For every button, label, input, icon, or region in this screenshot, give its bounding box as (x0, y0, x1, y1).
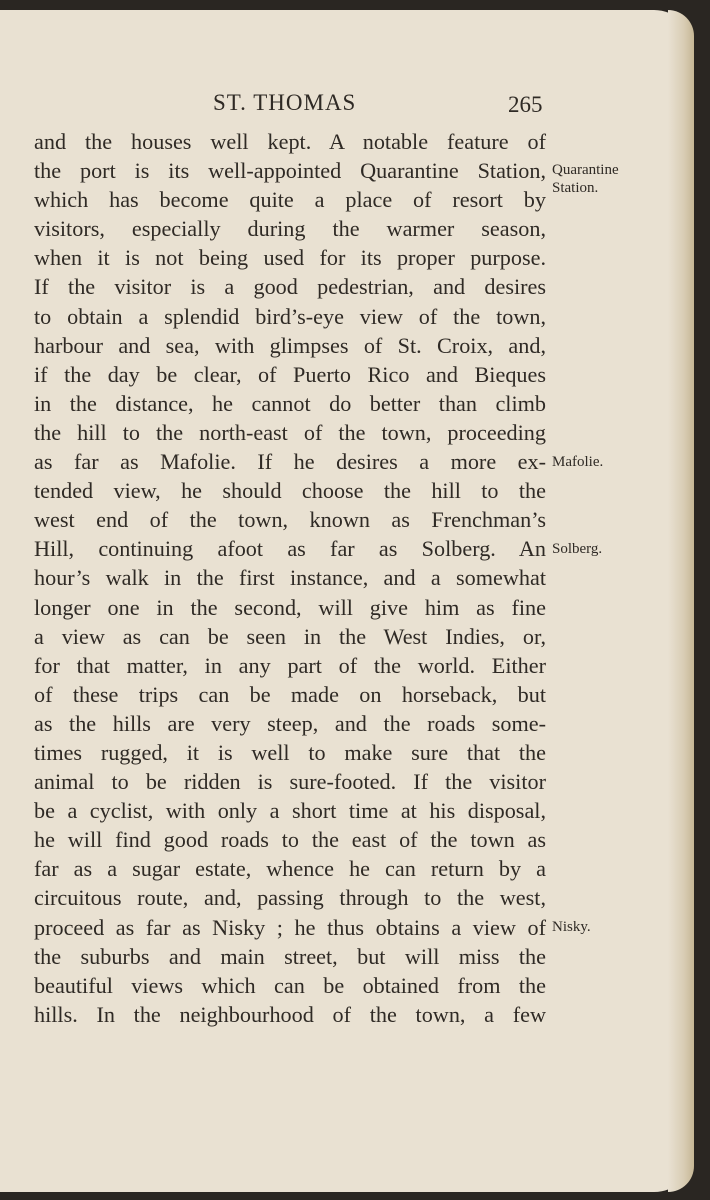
book-page (0, 10, 694, 1192)
text-line: visitors, especially during the warmer season, (34, 216, 546, 242)
text-line: a view as can be seen in the West Indies, or, (34, 623, 546, 649)
text-line: animal to be ridden is sure-footed. If the visitor (34, 769, 546, 795)
body-text (34, 127, 546, 1029)
text-line: tended view, he should choose the hill to the (34, 478, 546, 504)
text-line: as the hills are very steep, and the roads some- (34, 710, 546, 736)
page-number: 265 (508, 92, 543, 117)
text-line: times rugged, it is well to make sure that the (34, 739, 546, 765)
text-line: to obtain a splendid bird’s-eye view of the town, (34, 303, 546, 329)
text-line: harbour and sea, with glimpses of St. Croix, and, (34, 332, 546, 358)
text-line: circuitous route, and, passing through to the west, (34, 885, 546, 911)
text-line: hills. In the neighbourhood of the town, a few (34, 1001, 546, 1027)
text-line: as far as Mafolie. If he desires a more ex- (34, 449, 546, 475)
text-line: far as a sugar estate, whence he can return by a (34, 856, 546, 882)
text-line: the suburbs and main street, but will miss the (34, 943, 546, 969)
text-line: if the day be clear, of Puerto Rico and Bieques (34, 361, 546, 387)
margin-note-solberg: Solberg. (552, 541, 603, 557)
running-title: ST. THOMAS (213, 90, 357, 115)
text-line: be a cyclist, with only a short time at his disposal, (34, 798, 546, 824)
text-line: beautiful views which can be obtained from the (34, 972, 546, 998)
text-line: proceed as far as Nisky ; he thus obtains a view of (34, 914, 546, 940)
text-line: which has become quite a place of resort by (34, 187, 546, 213)
text-line: If the visitor is a good pedestrian, and desires (34, 274, 546, 300)
margin-note-mafolie: Mafolie. (552, 454, 604, 470)
text-line: when it is not being used for its proper purpose. (34, 245, 546, 271)
text-line: longer one in the second, will give him as fine (34, 594, 546, 620)
text-line: of these trips can be made on horseback, but (34, 681, 546, 707)
text-line: and the houses well kept. A notable feature of (34, 129, 546, 154)
text-line: the port is its well-appointed Quarantine Station, (34, 158, 546, 184)
margin-note-nisky: Nisky. (552, 919, 591, 935)
text-line: west end of the town, known as Frenchman’s (34, 507, 546, 533)
margin-note-station: Station. (552, 180, 599, 196)
margin-note-quarantine: Quarantine (552, 162, 619, 178)
text-line: Hill, continuing afoot as far as Solberg. An (34, 536, 546, 562)
text-line: in the distance, he cannot do better than climb (34, 390, 546, 416)
text-line: he will find good roads to the east of the town as (34, 827, 546, 853)
text-line: the hill to the north-east of the town, proceeding (34, 419, 546, 445)
page-edge (668, 10, 694, 1192)
text-line: for that matter, in any part of the world. Either (34, 652, 546, 678)
text-line: hour’s walk in the first instance, and a somewhat (34, 565, 546, 591)
